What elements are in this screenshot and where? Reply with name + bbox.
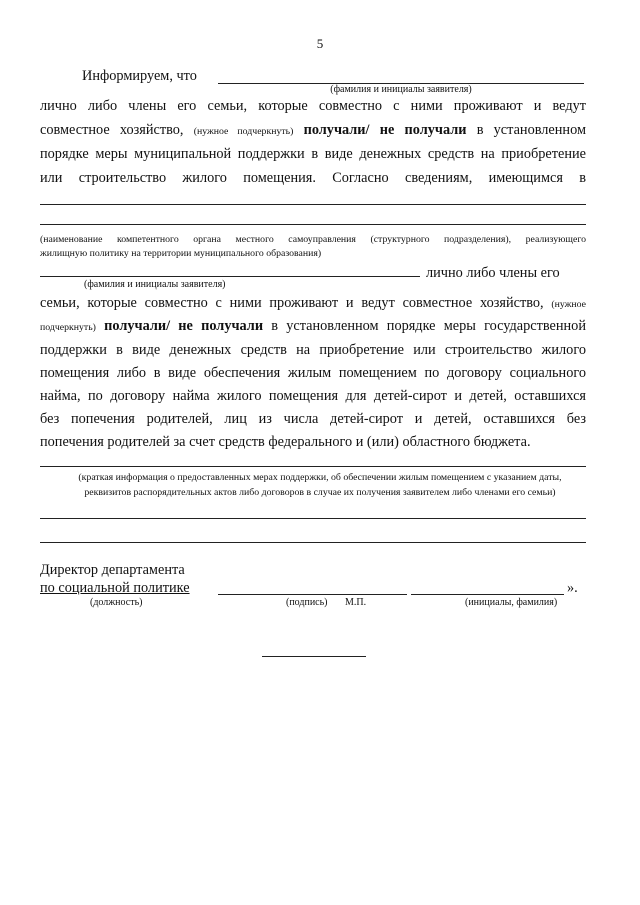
underline-hint-1: (нужное подчеркнуть) [193,126,294,137]
received-choice-2: получали/ не получали [104,318,264,334]
received-choice-1: получали/ не получали [303,122,467,138]
signature-line [218,594,407,595]
underline-hint-2a: (нужное [551,299,586,310]
underline-hint-2b: подчеркнуть) [40,322,96,333]
signature-hint: (подпись) [286,597,328,608]
p2-line-6: без попечения родителей, лиц из числа детей-сирот и детей, оставшихся без [40,411,586,427]
name-hint: (инициалы, фамилия) [465,597,558,608]
intro-text: Информируем, что [82,68,197,84]
signatory-title-2: по социальной политике [40,580,190,596]
authority-hint-1: (наименование компетентного органа местного самоуправления (структурного подразделения), реализующего [40,234,586,245]
p2-line-2 [40,317,586,336]
info-hint-2: реквизитов распорядительных актов либо договоров в случае их получения заявителем либо членами его семьи) [84,487,556,498]
p1-line-4: или строительство жилого помещения. Согласно сведениям, имеющимся в [40,170,586,186]
info-line-1 [40,466,586,467]
position-hint: (должность) [90,597,143,608]
info-hint-1: (краткая информация о предоставленных мерах поддержки, об обеспечении жилым помещением с указанием даты, [78,472,562,483]
p2-line-7: попечения родителей за счет средств федерального и (или) областного бюджета. [40,434,531,450]
page-number: 5 [316,36,324,51]
signatory-title-1: Директор департамента [40,562,185,578]
authority-hint-2: жилищную политику на территории муниципального образования) [40,248,322,259]
p2-line-4: помещения либо в виде обеспечения жилым помещением по договору социального [40,365,586,381]
applicant-name-line-2 [40,276,420,277]
p1-line-2a: совместное хозяйство, [40,122,184,138]
p2-line-2b: в установленном порядке меры государственной [271,318,586,334]
info-line-3 [40,542,586,543]
hint-applicant-2: (фамилия и инициалы заявителя) [84,279,226,290]
p1-line-2 [40,121,586,140]
p2-tail: лично либо члены его [426,265,560,281]
authority-line-2 [40,224,586,225]
seal-hint: М.П. [345,597,367,608]
p2-line-1 [40,294,586,313]
p2-line-3: поддержки в виде денежных средств на приобретение или строительство жилого [40,342,586,358]
closing-quote: ». [567,580,578,596]
name-line [411,594,564,595]
p2-line-1a: семьи, которые совместно с ними проживают и ведут совместное хозяйство, [40,295,544,311]
hint-applicant-1: (фамилия и инициалы заявителя) [330,84,472,95]
p2-line-5: найма, по договору найма жилого помещения для детей-сирот и детей, оставшихся [40,388,586,404]
info-line-2 [40,518,586,519]
p1-line-3: порядке меры муниципальной поддержки в виде денежных средств на приобретение [40,146,586,162]
authority-line-1 [40,204,586,205]
closing-separator [262,656,366,657]
p1-line-1: лично либо члены его семьи, которые совместно с ними проживают и ведут [40,98,586,114]
p1-line-2b: в установленном [476,122,586,138]
